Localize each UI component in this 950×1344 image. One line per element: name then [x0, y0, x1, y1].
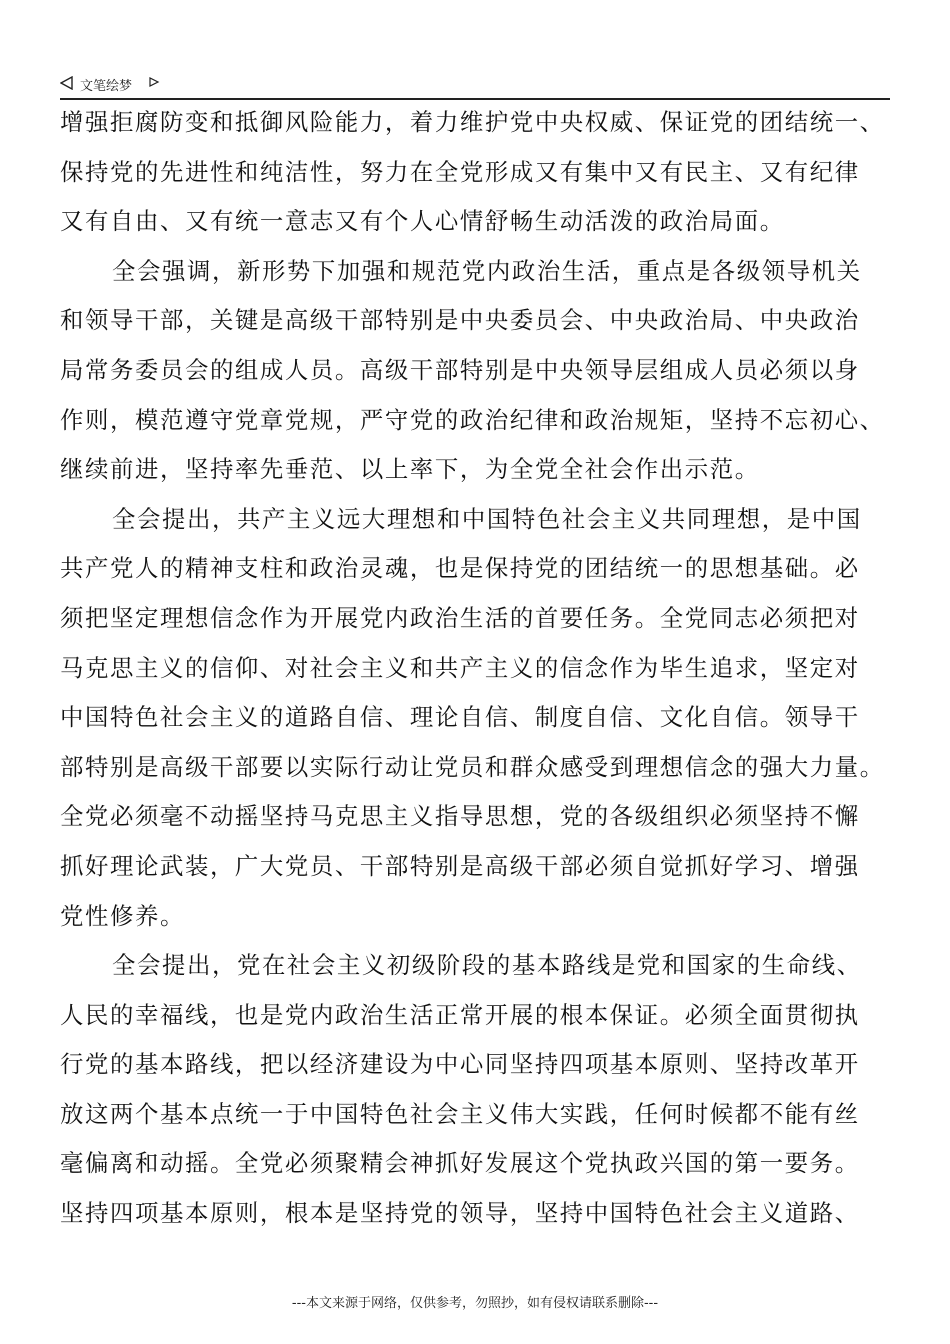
- paragraph: [60, 941, 898, 1239]
- triangle-right-icon: [148, 76, 160, 88]
- text-line: 全会强调，新形势下加强和规范党内政治生活，重点是各级领导机关: [112, 256, 862, 285]
- header-title: 文笔绘梦: [80, 79, 133, 94]
- text-line: 党性修养。: [60, 901, 185, 930]
- page-header: [60, 72, 890, 100]
- text-line: 人民的幸福线，也是党内政治生活正常开展的根本保证。必须全面贯彻执: [60, 1000, 860, 1029]
- text-line: 作则，模范遵守党章党规，严守党的政治纪律和政治规矩，坚持不忘初心、: [60, 405, 885, 434]
- text-line: 和领导干部，关键是高级干部特别是中央委员会、中央政治局、中央政治: [60, 306, 860, 335]
- text-line: 毫偏离和动摇。全党必须聚精会神抓好发展这个党执政兴国的第一要务。: [60, 1149, 860, 1178]
- paragraph: [60, 98, 898, 247]
- text-line: 行党的基本路线，把以经济建设为中心同坚持四项基本原则、坚持改革开: [60, 1050, 860, 1079]
- text-line: 保持党的先进性和纯洁性，努力在全党形成又有集中又有民主、又有纪律: [60, 157, 860, 186]
- paragraph: [60, 495, 898, 941]
- text-line: 又有自由、又有统一意志又有个人心情舒畅生动活泼的政治局面。: [60, 207, 785, 236]
- footer-disclaimer: ---本文来源于网络，仅供参考，勿照抄，如有侵权请联系删除---: [291, 1296, 659, 1311]
- text-line: 局常务委员会的组成人员。高级干部特别是中央领导层组成人员必须以身: [60, 355, 860, 384]
- text-line: 全会提出，共产主义远大理想和中国特色社会主义共同理想，是中国: [112, 504, 862, 533]
- text-line: 部特别是高级干部要以实际行动让党员和群众感受到理想信念的强大力量。: [60, 752, 885, 781]
- text-line: 放这两个基本点统一于中国特色社会主义伟大实践，任何时候都不能有丝: [60, 1099, 860, 1128]
- text-line: 抓好理论武装，广大党员、干部特别是高级干部必须自觉抓好学习、增强: [60, 851, 860, 880]
- text-line: 共产党人的精神支柱和政治灵魂，也是保持党的团结统一的思想基础。必: [60, 554, 860, 583]
- text-line: 中国特色社会主义的道路自信、理论自信、制度自信、文化自信。领导干: [60, 703, 860, 732]
- paragraph: [60, 247, 898, 495]
- text-line: 增强拒腐防变和抵御风险能力，着力维护党中央权威、保证党的团结统一、: [60, 108, 885, 136]
- text-line: 全会提出，党在社会主义初级阶段的基本路线是党和国家的生命线、: [112, 951, 862, 980]
- document-body: [60, 98, 898, 1239]
- text-line: 全党必须毫不动摇坚持马克思主义指导思想，党的各级组织必须坚持不懈: [60, 802, 860, 831]
- text-line: 马克思主义的信仰、对社会主义和共产主义的信念作为毕生追求，坚定对: [60, 653, 860, 682]
- text-line: 须把坚定理想信念作为开展党内政治生活的首要任务。全党同志必须把对: [60, 603, 860, 632]
- triangle-left-icon: [60, 76, 74, 90]
- text-line: 坚持四项基本原则，根本是坚持党的领导，坚持中国特色社会主义道路、: [60, 1199, 860, 1228]
- text-line: 继续前进，坚持率先垂范、以上率下，为全党全社会作出示范。: [60, 455, 760, 484]
